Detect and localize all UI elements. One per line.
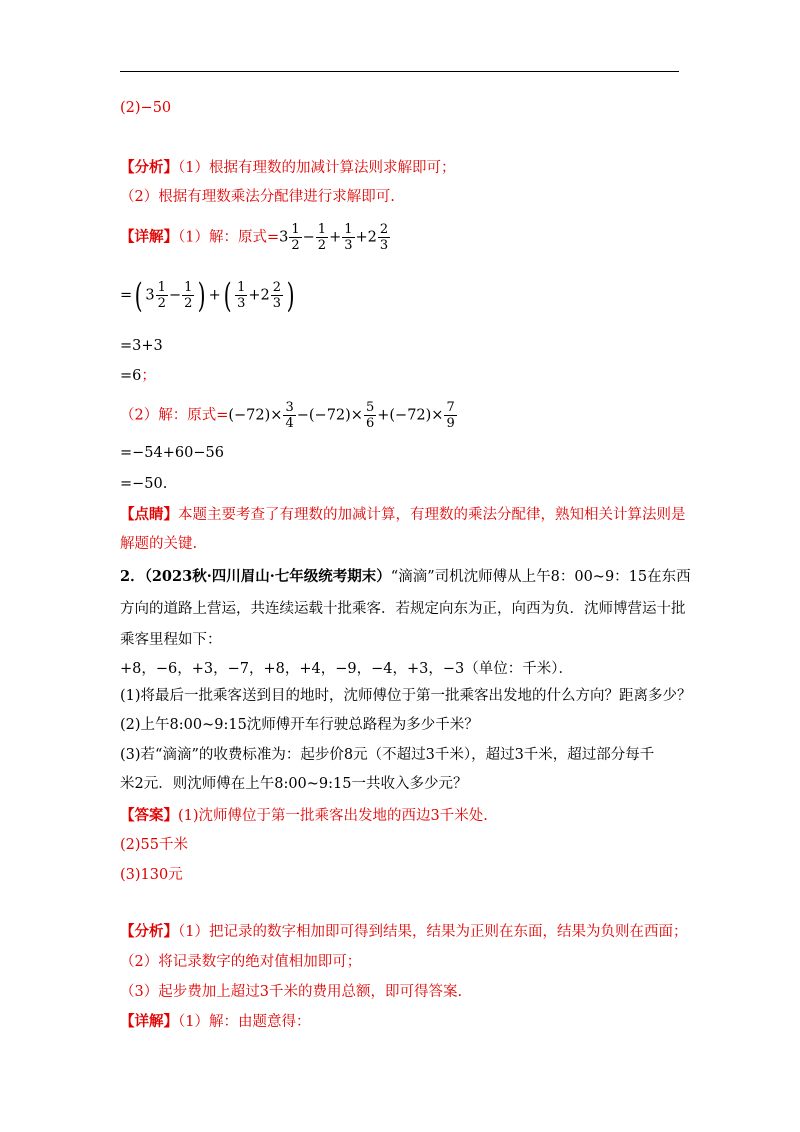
q2-data-line: +8，−6，+3，−7，+8，+4，−9，−4，+3，−3（单位：千米）． (120, 661, 573, 677)
q2-sub-question-1: (1)将最后一批乘客送到目的地时，沈师傅位于第一批乘客出发地的什么方向？距离多少？ (120, 688, 692, 704)
fraction: $\frac{1}{2}$ (291, 222, 300, 253)
detail-text: （1）解：由题意得： (178, 1014, 311, 1030)
analysis-tag: 【分析】 (120, 923, 178, 940)
q1-step-5: =−50. (120, 476, 168, 492)
q2-answer-line-1 (120, 806, 488, 826)
operator: + (355, 229, 368, 246)
q1-comment-line-2: 解题的关键. (120, 536, 198, 552)
q2-analysis-line-3: （3）起步费加上超过3千米的费用总额，即可得答案. (120, 984, 463, 1000)
whole-number: 2 (367, 229, 377, 246)
operator: − (302, 229, 315, 246)
detail-tag: 【详解】 (120, 1013, 178, 1030)
q2-sub-question-3a: (3)若“滴滴”的收费标准为：起步价8元（不超过3千米），超过3千米，超过部分每千 (120, 747, 655, 763)
q1-step-3 (120, 366, 156, 386)
q2-answer-line-3: (3)130元 (120, 867, 183, 883)
q2-sub-question-3b: 米2元．则沈师傅在上午8:00~9:15一共收入多少元？ (120, 776, 468, 792)
answer-text: (1)沈师傅位于第一批乘客出发地的西边3千米处. (178, 808, 488, 824)
header-rule (120, 71, 679, 72)
analysis-text: （1）把记录的数字相加即可得到结果，结果为正则在东面，结果为负则在西面； (178, 924, 688, 940)
step-value: =6 (120, 368, 142, 384)
question-number: 2． (120, 568, 145, 585)
operator: + (329, 229, 342, 246)
q2-stem-line-3: 乘客里程如下： (120, 632, 222, 648)
fraction: $\frac{1}{3}$ (344, 222, 353, 253)
whole-number: 3 (279, 229, 289, 246)
fraction: $\frac{1}{2}$ (317, 222, 327, 253)
q1-detail-line-2: （2）解：原式=(−72)× $\frac{3}{4}$ −(−72)× $\frac{5}{6}$ +(−72)× $\frac{7}{9}$ (120, 400, 455, 431)
detail-prefix: （1）解：原式= (178, 229, 280, 246)
q2-sub-question-2: (2)上午8:00~9:15沈师傅开车行驶总路程为多少千米？ (120, 717, 479, 733)
step-punct: ； (141, 368, 156, 384)
q2-analysis-line-1 (120, 922, 687, 942)
q2-stem-line-2: 方向的道路上营运，共连续运载十批乘客．若规定向东为正，向西为负．沈师博营运十批 (120, 601, 686, 617)
detail-prefix: （2）解：原式= (120, 407, 229, 424)
answer-tag: 【答案】 (120, 807, 178, 824)
q2-answer-line-2: (2)55千米 (120, 837, 188, 853)
analysis-tag: 【分析】 (120, 159, 178, 176)
comment-tag: 【点睛】 (120, 506, 178, 523)
q1-comment-line-1 (120, 505, 686, 525)
question-source: （2023秋·四川眉山·七年级统考期末） (144, 568, 391, 585)
question-stem: “滴滴”司机沈师傅从上午8：00~9：15在东西 (390, 569, 691, 585)
q2-analysis-line-2: （2）将记录数字的绝对值相加即可； (120, 954, 362, 970)
q1-analysis-line-2: （2）根据有理数乘法分配律进行求解即可. (120, 189, 395, 205)
fraction: $\frac{2}{3}$ (379, 222, 389, 253)
detail-tag: 【详解】 (120, 228, 178, 246)
q1-answer-2: (2)−50 (120, 100, 172, 116)
q1-step-4: =−54+60−56 (120, 445, 224, 461)
comment-text: 本题主要考查了有理数的加减计算，有理数的乘法分配律，熟知相关计算法则是 (178, 507, 686, 523)
q1-detail-line-1 (120, 222, 391, 253)
q2-detail-line-1 (120, 1012, 310, 1032)
q1-step-1: =( 3 $\frac{1}{2}$ − $\frac{1}{2}$ ) +( $\frac{1}{3}$ +2 $\frac{2}{3}$ ) (120, 275, 295, 316)
q1-analysis-line-1 (120, 158, 455, 178)
analysis-text: （1）根据有理数的加减计算法则求解即可； (178, 160, 456, 176)
q2-stem-line-1 (120, 567, 691, 587)
q1-step-2: =3+3 (120, 338, 163, 354)
